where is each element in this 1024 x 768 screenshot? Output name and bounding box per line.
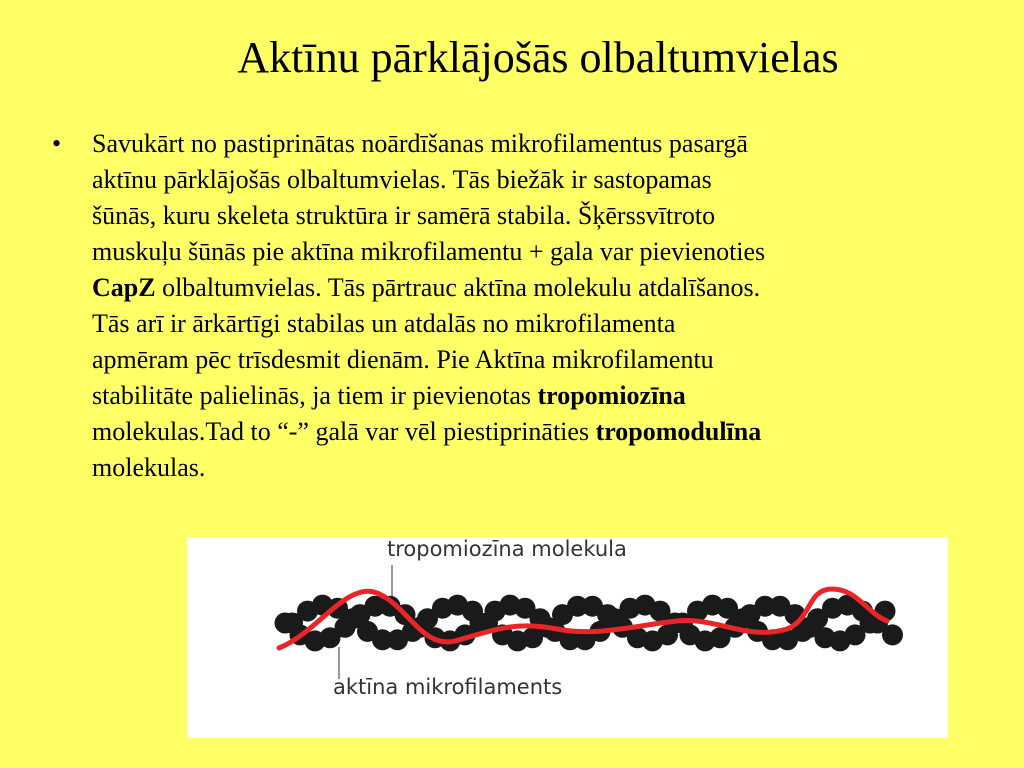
text-line-7: apmēram pēc trīsdesmit dienām. Pie Aktīna mikrofilamentu [92,345,714,374]
text-line-5 [92,270,992,306]
filament-illustration [187,537,948,738]
text-line-5-rest: olbaltumvielas. Tās pārtrauc aktīna molekulu atdalīšanos. [155,273,761,302]
text-line-4: muskuļu šūnās pie aktīna mikrofilamentu + gala var pievienoties [92,237,766,266]
tropomyosin-label: tropomiozīna molekula [387,537,627,561]
bullet-marker: • [52,129,62,158]
actin-bead [882,624,903,645]
text-line-3: šūnās, kuru skeleta struktūra ir samērā stabila. Šķērssvītroto [92,201,716,230]
text-line-8 [92,378,992,414]
capz-term: CapZ [92,273,156,302]
bullet-text [92,126,992,486]
actin-label: aktīna mikrofilaments [333,675,563,699]
text-line-8-pre: stabilitāte palielinās, ja tiem ir pievienotas [92,381,538,410]
text-line-9-pre: molekulas.Tad to “-” galā var vēl piestiprināties [92,417,596,446]
text-line-2: aktīnu pārklājošās olbaltumvielas. Tās biežāk ir sastopamas [92,165,712,194]
tropomodulin-term: tropomodulīna [595,417,762,446]
tropomyosin-term: tropomiozīna [537,381,686,410]
text-line-6: Tās arī ir ārkārtīgi stabilas un atdalās no mikrofilamenta [92,309,676,338]
actin-filament-figure [187,537,948,738]
text-line-10: molekulas. [92,453,206,482]
text-line-1: Savukārt no pastiprinātas noārdīšanas mikrofilamentus pasargā [92,129,748,158]
slide-title: Aktīnu pārklājošās olbaltumvielas [237,33,839,82]
text-line-9 [92,414,992,450]
